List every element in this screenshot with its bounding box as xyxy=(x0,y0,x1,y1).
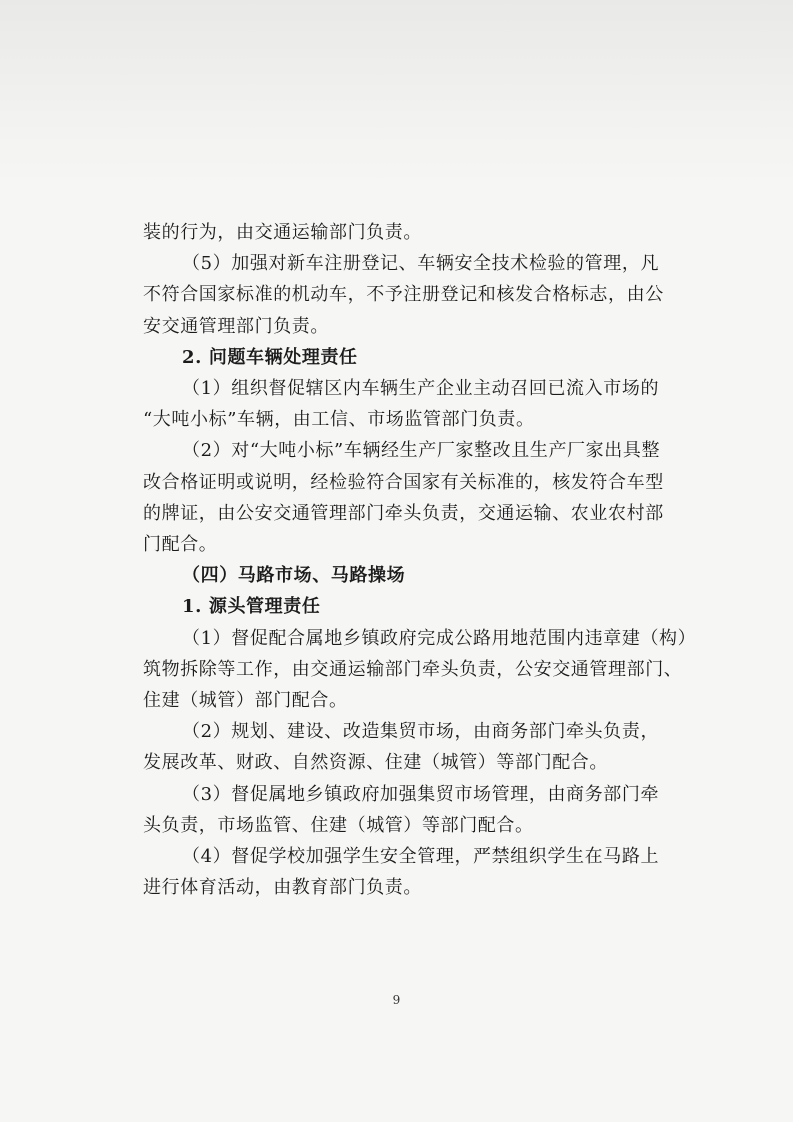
section-heading: 2. 问题车辆处理责任 xyxy=(182,346,358,368)
text-line: （3）督促属地乡镇政府加强集贸市场管理，由商务部门牵 xyxy=(182,783,660,805)
text-line: （5）加强对新车注册登记、车辆安全技术检验的管理，凡 xyxy=(182,253,660,275)
text-line: （4）督促学校加强学生安全管理，严禁组织学生在马路上 xyxy=(182,846,660,867)
text-line: 装的行为，由交通运输部门负责。 xyxy=(143,222,422,243)
text-line: （2）对“大吨小标”车辆经生产厂家整改且生产厂家出具整 xyxy=(182,440,661,462)
text-line: 住建（城管）部门配合。 xyxy=(143,690,348,711)
text-line: 筑物拆除等工作，由交通运输部门牵头负责，公安交通管理部门、 xyxy=(143,658,683,680)
text-line: “大吨小标”车辆，由工信、市场监管部门负责。 xyxy=(143,409,535,431)
text-line: 不符合国家标准的机动车，不予注册登记和核发合格标志，由公 xyxy=(143,284,664,306)
text-line: 改合格证明或说明，经检验符合国家有关标准的，核发符合车型 xyxy=(143,471,664,493)
text-line: （2）规划、建设、改造集贸市场，由商务部门牵头负责， xyxy=(182,721,660,743)
section-heading: 1. 源头管理责任 xyxy=(182,596,321,618)
text-line: （1）组织督促辖区内车辆生产企业主动召回已流入市场的 xyxy=(182,378,660,399)
section-heading: （四）马路市场、马路操场 xyxy=(182,565,406,587)
text-line: 进行体育活动，由教育部门负责。 xyxy=(143,877,422,899)
text-line: 发展改革、财政、自然资源、住建（城管）等部门配合。 xyxy=(143,752,608,774)
text-line: 的牌证，由公安交通管理部门牵头负责，交通运输、农业农村部 xyxy=(143,502,664,524)
text-line: 门配合。 xyxy=(143,534,218,555)
text-line: 头负责，市场监管、住建（城管）等部门配合。 xyxy=(143,814,534,836)
text-line: （1）督促配合属地乡镇政府完成公路用地范围内违章建（构） xyxy=(182,627,697,649)
page-number: 9 xyxy=(392,993,401,1007)
scan-shadow xyxy=(0,0,793,190)
text-line: 安交通管理部门负责。 xyxy=(143,315,329,337)
